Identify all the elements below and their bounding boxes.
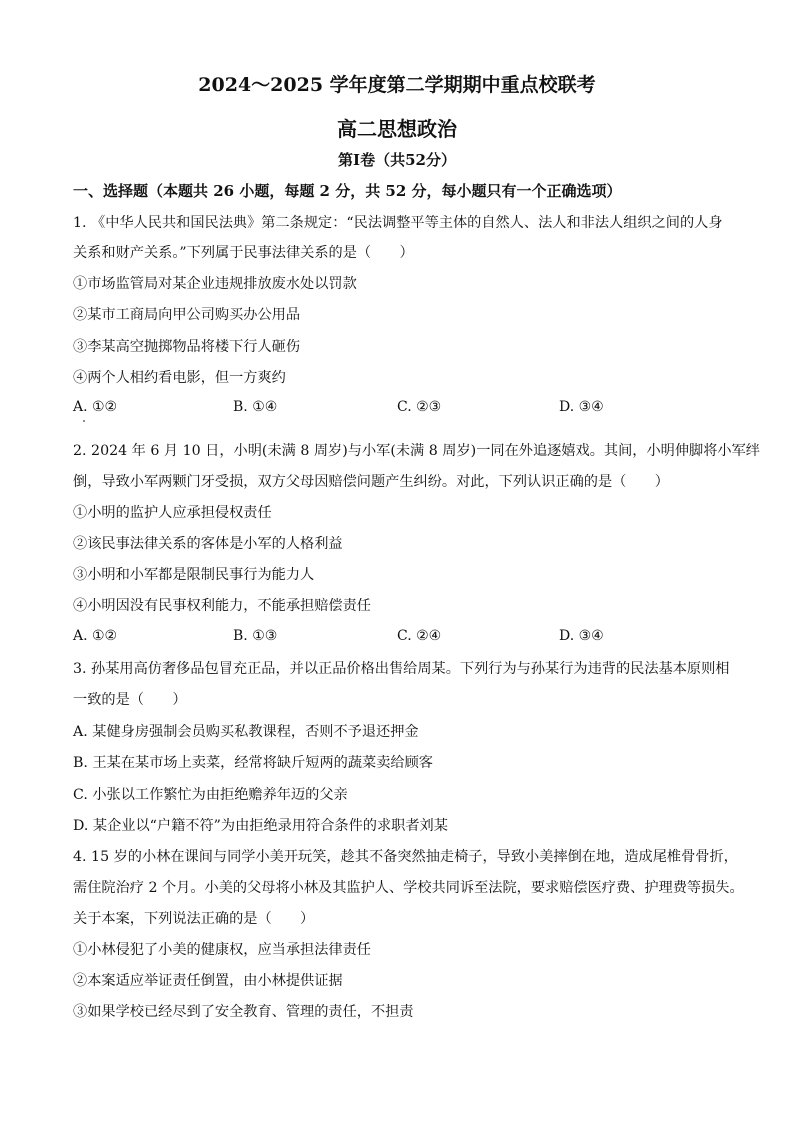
q1-item-3: ③李某高空抛掷物品将楼下行人砸伤	[73, 339, 301, 355]
q3-stem-line1: 3. 孙某用高仿奢侈品包冒充正品，并以正品价格出售给周某。下列行为与孙某行为违背的民法基本原则相	[73, 661, 730, 677]
q2-item-3: ③小明和小军都是限制民事行为能力人	[73, 567, 315, 583]
q1-item-1: ①市场监管局对某企业违规排放废水处以罚款	[73, 276, 357, 292]
q2-options	[73, 628, 733, 648]
q4-stem-line2: 需住院治疗 2 个月。小美的父母将小林及其监护人、学校共同诉至法院，要求赔偿医疗费、护理费等损失。	[73, 880, 744, 896]
q1-item-2: ②某市工商局向甲公司购买办公用品	[73, 307, 301, 323]
q1-option-c: C. ②③	[397, 399, 442, 415]
q4-item-1: ①小林侵犯了小美的健康权，应当承担法律责任	[73, 942, 371, 958]
q1-option-b: B. ①④	[233, 399, 278, 415]
q3-option-a: A. 某健身房强制会员购买私教课程，否则不予退还押金	[73, 724, 419, 740]
q2-stem-line2: 倒，导致小军两颗门牙受损，双方父母因赔偿问题产生纠纷。对此，下列认识正确的是（ ）	[73, 474, 669, 490]
q2-option-c: C. ②④	[397, 628, 442, 644]
q3-option-c: C. 小张以工作繁忙为由拒绝赡养年迈的父亲	[73, 787, 348, 803]
stray-dot-mark	[83, 420, 85, 422]
q4-item-2: ②本案适应举证责任倒置，由小林提供证据	[73, 973, 343, 989]
exam-title: 2024～2025 学年度第二学期期中重点校联考	[198, 74, 596, 96]
q1-option-a: A. ①②	[73, 399, 118, 415]
q4-stem-line3: 关于本案，下列说法正确的是（ ）	[73, 911, 315, 927]
q4-stem-line1: 4. 15 岁的小林在课间与同学小美开玩笑，趁其不备突然抽走椅子，导致小美摔倒在地，造成尾椎骨骨折，	[73, 849, 738, 865]
q1-option-d: D. ③④	[559, 399, 604, 415]
q2-item-2: ②该民事法律关系的客体是小军的人格利益	[73, 536, 343, 552]
q2-option-b: B. ①③	[233, 628, 278, 644]
q1-item-4: ④两个人相约看电影，但一方爽约	[73, 370, 286, 386]
q1-stem-line2: 关系和财产关系。”下列属于民事法律关系的是（ ）	[73, 245, 414, 261]
q3-option-d: D. 某企业以“户籍不符”为由拒绝录用符合条件的求职者刘某	[73, 818, 448, 834]
q2-option-d: D. ③④	[559, 628, 604, 644]
q3-option-b: B. 王某在某市场上卖菜，经常将缺斤短两的蔬菜卖给顾客	[73, 755, 433, 771]
subject-title: 高二思想政治	[337, 117, 457, 141]
q2-item-1: ①小明的监护人应承担侵权责任	[73, 505, 272, 521]
q2-option-a: A. ①②	[73, 628, 118, 644]
q2-stem-line1: 2. 2024 年 6 月 10 日，小明(未满 8 周岁)与小军(未满 8 周岁)一同在外追逐嬉戏。其间，小明伸脚将小军绊	[73, 443, 760, 459]
q2-item-4: ④小明因没有民事权利能力，不能承担赔偿责任	[73, 598, 371, 614]
q4-item-3: ③如果学校已经尽到了安全教育、管理的责任，不担责	[73, 1004, 414, 1020]
q1-stem-line1: 1. 《中华人民共和国民法典》第二条规定：“民法调整平等主体的自然人、法人和非法人组织之间的人身	[73, 215, 723, 231]
section-heading: 一、选择题（本题共 26 小题，每题 2 分，共 52 分，每小题只有一个正确选项）	[73, 182, 622, 200]
q1-options	[73, 399, 733, 419]
q3-stem-line2: 一致的是（ ）	[73, 692, 187, 708]
part-title: 第Ⅰ卷（共52分）	[338, 151, 456, 169]
